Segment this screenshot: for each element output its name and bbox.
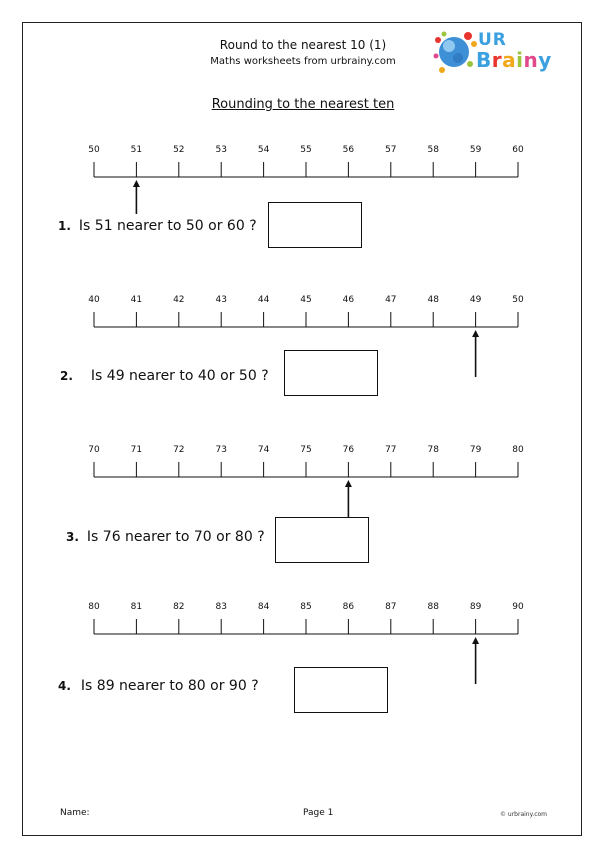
tick-label: 41 (130, 295, 143, 305)
question-number: 1. (58, 219, 71, 233)
answer-box[interactable] (284, 350, 378, 396)
tick-label: 71 (130, 445, 143, 455)
pointer-arrow-head (133, 180, 140, 187)
tick-label: 75 (300, 445, 312, 455)
logo-letter: i (516, 48, 524, 72)
question-text (58, 218, 257, 234)
tick-label: 48 (427, 295, 439, 305)
logo-letter: a (502, 48, 517, 72)
copyright: © urbrainy.com (500, 811, 548, 818)
name-label: Name: (60, 808, 90, 818)
tick-label: 44 (257, 295, 270, 305)
logo-brainy-text (476, 48, 552, 72)
tick-label: 50 (512, 295, 524, 305)
page-number: Page 1 (303, 808, 334, 818)
answer-box[interactable] (294, 667, 388, 713)
tick-label: 73 (215, 445, 227, 455)
tick-label: 80 (512, 445, 524, 455)
tick-label: 51 (130, 145, 143, 155)
tick-label: 84 (257, 602, 270, 612)
tick-label: 80 (88, 602, 100, 612)
question-label: Is 76 nearer to 70 or 80 ? (86, 529, 265, 545)
urbrainy-logo (430, 28, 550, 80)
question-text (66, 529, 265, 545)
logo-letter: n (523, 48, 539, 72)
tick-label: 70 (88, 445, 100, 455)
tick-label: 40 (88, 295, 100, 305)
tick-label: 78 (427, 445, 439, 455)
tick-label: 76 (342, 445, 355, 455)
tick-label: 83 (215, 602, 227, 612)
answer-box[interactable] (268, 202, 362, 248)
tick-label: 46 (342, 295, 355, 305)
question-label: Is 49 nearer to 40 or 50 ? (90, 368, 269, 384)
question-text (58, 678, 259, 694)
question-number: 3. (66, 530, 79, 544)
worksheet-title: Rounding to the nearest ten (211, 97, 395, 112)
header-subtitle: Maths worksheets from urbrainy.com (210, 56, 396, 67)
answer-box[interactable] (275, 517, 369, 563)
tick-label: 60 (512, 145, 524, 155)
tick-label: 88 (427, 602, 439, 612)
pointer-arrow-head (472, 330, 479, 337)
tick-label: 50 (88, 145, 100, 155)
tick-label: 42 (173, 295, 185, 305)
tick-label: 43 (215, 295, 227, 305)
tick-label: 47 (385, 295, 397, 305)
question-label: Is 51 nearer to 50 or 60 ? (78, 218, 257, 234)
tick-label: 79 (469, 445, 482, 455)
tick-label: 72 (173, 445, 185, 455)
tick-label: 87 (385, 602, 397, 612)
logo-letter: y (538, 48, 552, 72)
tick-label: 55 (300, 145, 312, 155)
question-number: 2. (60, 369, 73, 383)
tick-label: 56 (342, 145, 355, 155)
tick-label: 57 (385, 145, 397, 155)
tick-label: 85 (300, 602, 312, 612)
tick-label: 89 (469, 602, 482, 612)
tick-label: 77 (385, 445, 397, 455)
question-label: Is 89 nearer to 80 or 90 ? (80, 678, 259, 694)
pointer-arrow-head (345, 480, 352, 487)
tick-label: 86 (342, 602, 355, 612)
tick-label: 81 (130, 602, 143, 612)
tick-label: 82 (173, 602, 185, 612)
tick-label: 49 (469, 295, 482, 305)
tick-label: 74 (257, 445, 270, 455)
tick-label: 54 (257, 145, 270, 155)
logo-ur-text: UR (478, 30, 507, 50)
logo-letter: r (491, 48, 503, 72)
tick-label: 52 (173, 145, 185, 155)
question-text (60, 368, 269, 384)
tick-label: 59 (469, 145, 482, 155)
tick-label: 45 (300, 295, 312, 305)
pointer-arrow-head (472, 637, 479, 644)
tick-label: 90 (512, 602, 524, 612)
tick-label: 58 (427, 145, 439, 155)
logo-letter: B (476, 48, 492, 72)
tick-label: 53 (215, 145, 227, 155)
header-title: Round to the nearest 10 (1) (219, 38, 387, 52)
question-number: 4. (58, 679, 71, 693)
